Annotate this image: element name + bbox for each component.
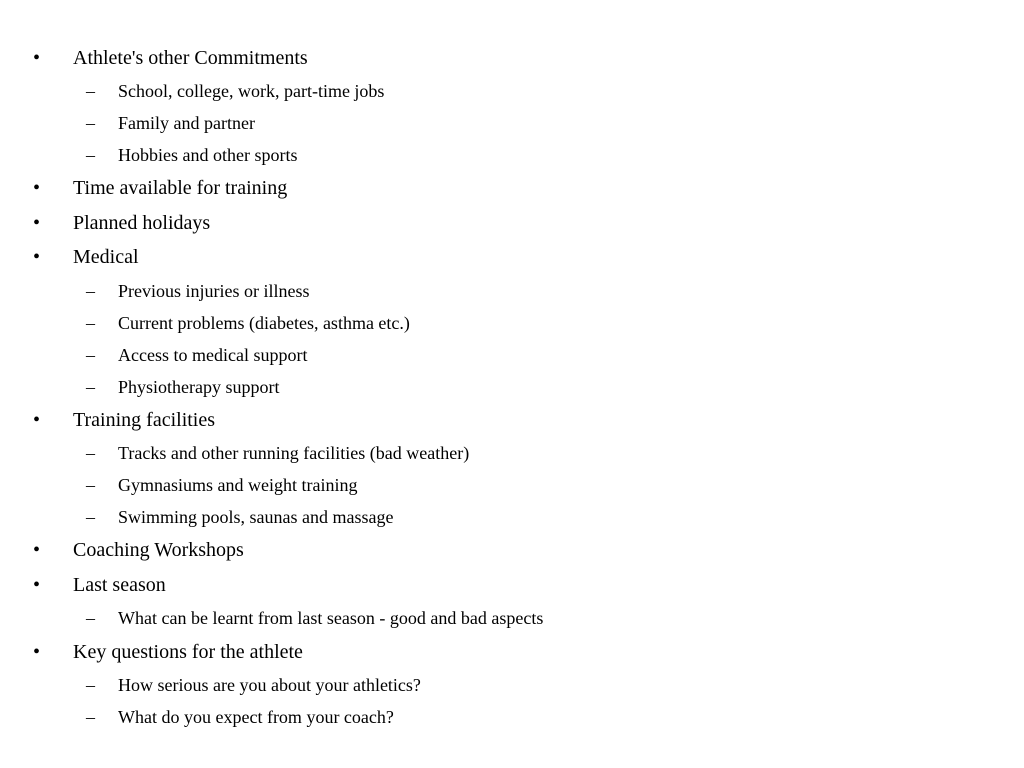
dash-marker: – — [86, 345, 95, 365]
dash-marker: – — [86, 443, 95, 463]
bullet-marker: • — [33, 246, 41, 268]
sub-list-item-text: Previous injuries or illness — [118, 281, 310, 301]
bullet-marker: • — [33, 574, 41, 596]
bullet-marker: • — [33, 212, 41, 234]
bullet-marker: • — [33, 641, 41, 663]
list-item-text: Time available for training — [73, 177, 288, 199]
list-item-text: Planned holidays — [73, 212, 211, 234]
sub-list-item-text: Gymnasiums and weight training — [118, 475, 358, 495]
list-item-text: Athlete's other Commitments — [73, 47, 308, 69]
dash-marker: – — [86, 675, 95, 695]
list-item-text: Training facilities — [73, 409, 216, 431]
dash-marker: – — [86, 145, 95, 165]
dash-marker: – — [86, 81, 95, 101]
sub-list-item-text: School, college, work, part-time jobs — [118, 81, 385, 101]
dash-marker: – — [86, 113, 95, 133]
bullet-marker: • — [33, 177, 41, 199]
list-item-text: Medical — [73, 246, 139, 268]
sub-list-item-text: What can be learnt from last season - good and bad aspects — [118, 608, 544, 628]
bullet-marker: • — [33, 539, 41, 561]
sub-list-item-text: Family and partner — [118, 113, 255, 133]
sub-list-item-text: Access to medical support — [118, 345, 308, 365]
dash-marker: – — [86, 281, 95, 301]
list-item-text: Last season — [73, 574, 166, 596]
sub-list-item-text: Current problems (diabetes, asthma etc.) — [118, 313, 410, 333]
dash-marker: – — [86, 313, 95, 333]
dash-marker: – — [86, 377, 95, 397]
bullet-marker: • — [33, 47, 41, 69]
sub-list-item-text: Swimming pools, saunas and massage — [118, 507, 394, 527]
list-item-text: Coaching Workshops — [73, 539, 244, 561]
sub-list-item-text: Tracks and other running facilities (bad weather) — [118, 443, 470, 463]
dash-marker: – — [86, 608, 95, 628]
sub-list-item-text: What do you expect from your coach? — [118, 707, 394, 727]
dash-marker: – — [86, 507, 95, 527]
dash-marker: – — [86, 707, 95, 727]
sub-list-item-text: Physiotherapy support — [118, 377, 280, 397]
list-item-text: Key questions for the athlete — [73, 641, 303, 663]
sub-list-item-text: Hobbies and other sports — [118, 145, 298, 165]
bullet-marker: • — [33, 409, 41, 431]
sub-list-item-text: How serious are you about your athletics? — [118, 675, 421, 695]
dash-marker: – — [86, 475, 95, 495]
